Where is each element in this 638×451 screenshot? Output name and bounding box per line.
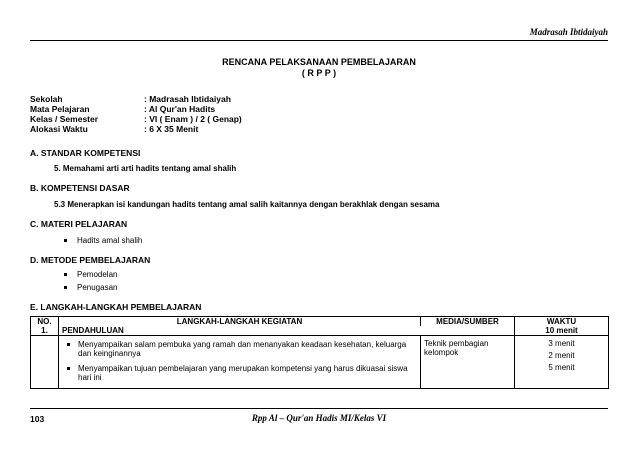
document-subtitle: ( R P P ) (301, 68, 337, 78)
info-label: Sekolah (30, 94, 63, 104)
document-title: RENCANA PELAKSANAAN PEMBELAJARAN (222, 57, 416, 67)
activity-text: Menyampaikan tujuan pembelajaran yang merupakan kompetensi yang harus dikuasai siswa hari ini (78, 364, 408, 382)
info-label: Alokasi Waktu (30, 124, 88, 134)
info-value: : Madrasah Ibtidaiyah (144, 94, 231, 104)
info-value: : 6 X 35 Menit (144, 124, 199, 134)
bullet-icon (64, 239, 67, 242)
header-rule (30, 40, 608, 41)
info-label: Kelas / Semester (30, 114, 99, 124)
activity-text: Menyampaikan salam pembuka yang ramah dan menanyakan keadaan kesehatan, keluarga dan keinginannya (78, 340, 407, 358)
section-b-item: 5.3 Menerapkan isi kandungan hadits tentang amal salih kaitannya dengan berakhlak dengan sesama (54, 200, 440, 209)
header-no: NO. (31, 317, 59, 327)
list-item (62, 340, 417, 358)
info-row-time (30, 124, 242, 134)
info-label: Mata Pelajaran (30, 104, 90, 114)
row-section-time: 10 menit (515, 326, 609, 336)
row-no-empty (31, 336, 59, 389)
section-a-item: 5. Memahami arti arti hadits tentang amal shalih (54, 164, 237, 173)
bullet-icon (64, 273, 67, 276)
row-media: Teknik pembagian kelompok (421, 336, 515, 389)
bullet-icon (67, 367, 70, 370)
row-activities (59, 336, 421, 389)
row-section-label: PENDAHULUAN (59, 326, 421, 336)
info-value: : VI ( Enam ) / 2 ( Genap) (144, 114, 242, 124)
footer-rule (30, 408, 608, 409)
header-media: MEDIA/SUMBER (421, 317, 515, 327)
section-d-heading: D. METODE PEMBELAJARAN (30, 255, 151, 265)
row-times (515, 336, 609, 389)
section-b-heading: B. KOMPETENSI DASAR (30, 183, 130, 193)
list-item (60, 236, 142, 245)
info-row-class (30, 114, 242, 124)
time-value: 2 menit (548, 351, 575, 360)
footer-title: Rpp Al – Qur'an Hadis MI/Kelas VI (251, 413, 387, 423)
page-number: 103 (30, 414, 45, 424)
header-school-name: Madrasah Ibtidaiyah (529, 27, 608, 37)
identity-block (30, 94, 242, 134)
time-value: 5 menit (548, 363, 575, 372)
header-time: WAKTU (515, 317, 609, 327)
list-item (62, 364, 417, 382)
list-item (60, 283, 117, 292)
info-row-school (30, 94, 242, 104)
list-item (60, 270, 117, 279)
info-row-subject (30, 104, 242, 114)
header-steps: LANGKAH-LANGKAH KEGIATAN (59, 317, 421, 327)
learning-steps-table (30, 316, 609, 389)
table-row (31, 336, 609, 389)
section-a-heading: A. STANDAR KOMPETENSI (30, 148, 141, 158)
info-value: : Al Qur'an Hadits (144, 104, 216, 114)
table-header-row (31, 317, 609, 327)
row-no: 1. (31, 326, 59, 336)
bullet-icon (67, 343, 70, 346)
time-value: 3 menit (548, 339, 575, 348)
list-item-text: Hadits amal shalih (77, 236, 143, 245)
section-c-heading: C. MATERI PELAJARAN (30, 219, 128, 229)
row-section-blank (421, 326, 515, 336)
table-row-section (31, 326, 609, 336)
bullet-icon (64, 286, 67, 289)
list-item-text: Penugasan (77, 283, 118, 292)
section-e-heading: E. LANGKAH-LANGKAH PEMBELAJARAN (30, 302, 202, 312)
list-item-text: Pemodelan (77, 270, 118, 279)
